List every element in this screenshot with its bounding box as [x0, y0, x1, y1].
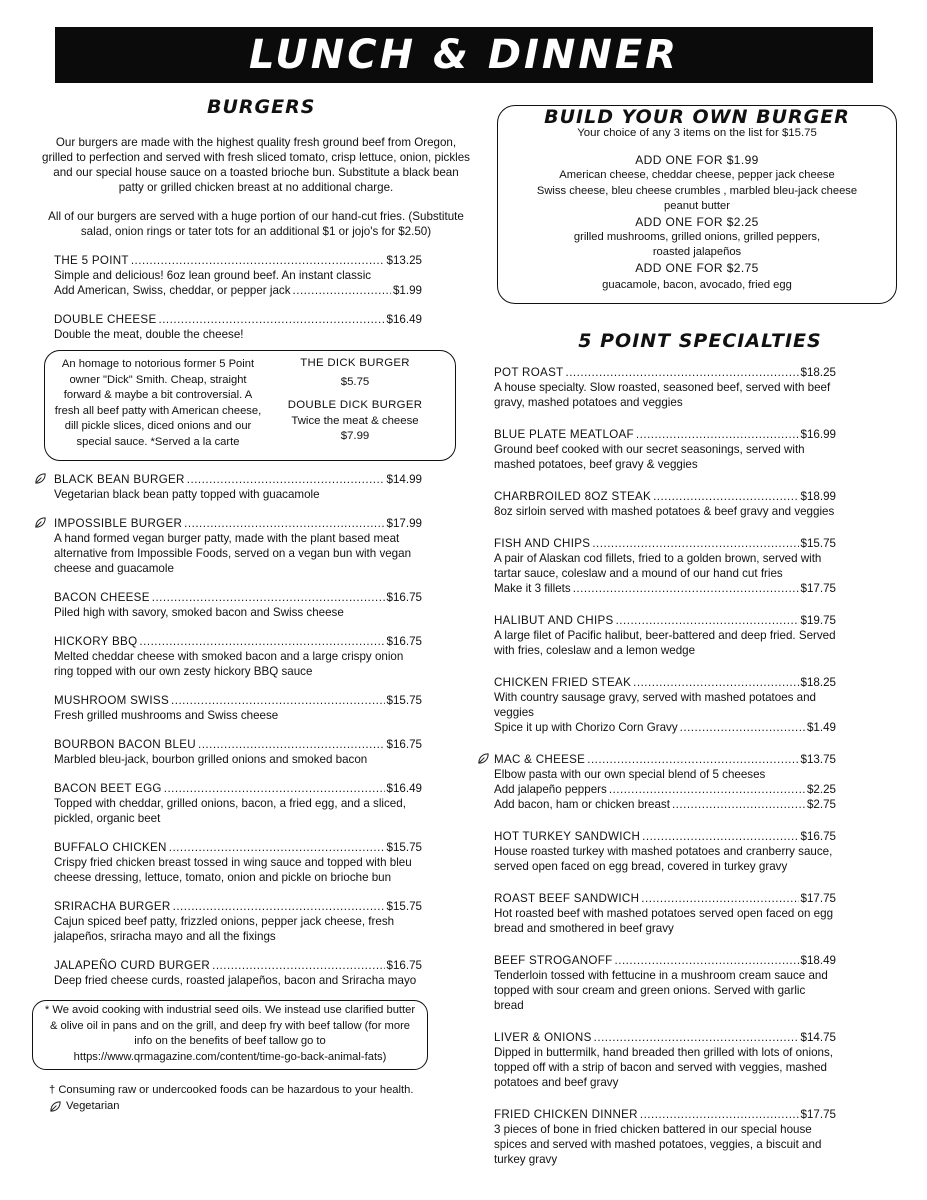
double-dick-burger-price: $7.99	[340, 430, 370, 442]
menu-item-fried-chicken-dinner	[494, 1107, 836, 1167]
menu-item-liver-and-onions	[494, 1030, 836, 1090]
menu-item-sriracha-burger	[54, 899, 422, 944]
byob-tier-options	[506, 230, 888, 261]
menu-item-mushroom-swiss	[54, 693, 422, 723]
item-extra-name: Make it 3 fillets	[494, 582, 571, 595]
item-name: BACON CHEESE	[54, 591, 150, 604]
dick-burger-box	[44, 350, 456, 461]
vegetarian-label: Vegetarian	[66, 1100, 120, 1112]
item-name: HALIBUT AND CHIPS	[494, 614, 614, 627]
item-price: $15.75	[386, 694, 422, 707]
item-price: $15.75	[800, 537, 836, 550]
menu-item-roast-beef-sandwich	[494, 891, 836, 936]
item-name: DOUBLE CHEESE	[54, 313, 157, 326]
byob-subtitle: Your choice of any 3 items on the list for $15.75	[577, 127, 817, 139]
item-desc: Melted cheddar cheese with smoked bacon and a large crispy onion ring topped with our own zesty hickory BBQ sauce	[54, 650, 404, 678]
item-name: BACON BEET EGG	[54, 782, 162, 795]
item-desc: Dipped in buttermilk, hand breaded then grilled with lots of onions, topped off with a strip of bacon and served with veggies, mashed potatoes and beef gravy	[494, 1046, 833, 1089]
burgers-intro-2: All of our burgers are served with a huge portion of our hand-cut fries. (Substitute salad, onion rings or tater tots for an additional $1 or jojo's for $2.50)	[48, 210, 464, 238]
item-desc: A hand formed vegan burger patty, made with the plant based meat alternative from Impossible Foods, served on a vegan bun with vegan cheese and guacamole	[54, 532, 412, 575]
menu-item-fish-and-chips	[494, 536, 836, 596]
item-price: $14.99	[386, 473, 422, 486]
item-desc: 8oz sirloin served with mashed potatoes & beef gravy and veggies	[494, 505, 835, 518]
byob-option-line: grilled mushrooms, grilled onions, grilled peppers,	[573, 230, 821, 243]
item-desc: Double the meat, double the cheese!	[54, 328, 244, 341]
item-desc: Crispy fried chicken breast tossed in wing sauce and topped with bleu cheese dressing, lettuce, tomato, onion and pickle on brioche bun	[54, 856, 412, 884]
item-name: ROAST BEEF SANDWICH	[494, 892, 640, 905]
menu-item-pot-roast	[494, 365, 836, 410]
item-desc: A large filet of Pacific halibut, beer-battered and deep fried. Served with fries, coleslaw and a lemon wedge	[494, 629, 836, 657]
menu-item-halibut-and-chips	[494, 613, 836, 658]
burgers-title: BURGERS	[207, 96, 316, 118]
item-extra-price: $17.75	[800, 582, 836, 595]
item-name: BEEF STROGANOFF	[494, 954, 613, 967]
burgers-intro	[40, 135, 472, 239]
item-price: $17.99	[386, 517, 422, 530]
menu-item-black-bean-burger	[54, 472, 422, 502]
byob-option-line: Swiss cheese, bleu cheese crumbles , marbled bleu-jack cheese	[536, 184, 858, 197]
item-price: $13.75	[800, 753, 836, 766]
item-price: $18.25	[800, 366, 836, 379]
item-desc: Marbled bleu-jack, bourbon grilled onions and smoked bacon	[54, 753, 368, 766]
item-extra-price: $1.99	[392, 284, 422, 297]
dick-burger-price: $5.75	[340, 375, 370, 388]
item-name: MAC & CHEESE	[494, 753, 586, 766]
byob-option-line: peanut butter	[664, 200, 730, 212]
item-desc: Tenderloin tossed with fettucine in a mushroom cream sauce and topped with sour cream and green onions. Served with garlic bread	[494, 969, 828, 1012]
item-price: $18.25	[800, 676, 836, 689]
item-desc: Vegetarian black bean patty topped with guacamole	[54, 488, 320, 501]
menu-item-beef-stroganoff	[494, 953, 836, 1013]
right-column	[490, 105, 900, 1167]
item-extra-price: $2.25	[806, 783, 836, 796]
item-desc: Fresh grilled mushrooms and Swiss cheese	[54, 709, 279, 722]
item-price: $16.49	[386, 313, 422, 326]
menu-item-impossible-burger	[54, 516, 422, 576]
menu-item-jalapeno-curd-burger	[54, 958, 422, 988]
item-price: $16.75	[386, 635, 422, 648]
item-desc: House roasted turkey with mashed potatoes and cranberry sauce, served open faced on egg bread, covered in turkey gravy	[494, 845, 833, 873]
double-dick-burger-name: DOUBLE DICK BURGER	[287, 399, 423, 411]
item-name: MUSHROOM SWISS	[54, 694, 169, 707]
item-price: $18.99	[800, 490, 836, 503]
item-name: FISH AND CHIPS	[494, 537, 591, 550]
item-name: BLACK BEAN BURGER	[54, 473, 185, 486]
build-your-own-box	[497, 105, 897, 304]
item-name: FRIED CHICKEN DINNER	[494, 1108, 638, 1121]
item-name: LIVER & ONIONS	[494, 1031, 592, 1044]
item-price: $18.49	[800, 954, 836, 967]
item-desc: With country sausage gravy, served with mashed potatoes and veggies	[494, 691, 817, 719]
byob-option-line: American cheese, cheddar cheese, pepper jack cheese	[559, 169, 835, 181]
dick-burger-prices	[263, 355, 447, 450]
menu-item-blue-plate-meatloaf	[494, 427, 836, 472]
item-price: $19.75	[800, 614, 836, 627]
double-dick-burger-desc: Twice the meat & cheese	[291, 414, 419, 427]
item-desc: Cajun spiced beef patty, frizzled onions, pepper jack cheese, fresh jalapeños, sriracha mayo and all the fixings	[54, 915, 395, 943]
item-name: POT ROAST	[494, 366, 564, 379]
item-price: $17.75	[800, 1108, 836, 1121]
byob-tier-options	[506, 278, 888, 294]
item-desc: Deep fried cheese curds, roasted jalapeños, bacon and Sriracha mayo	[54, 974, 417, 987]
item-name: HOT TURKEY SANDWICH	[494, 830, 641, 843]
menu-item-buffalo-chicken	[54, 840, 422, 885]
item-price: $16.75	[386, 591, 422, 604]
item-name: HICKORY BBQ	[54, 635, 138, 648]
dick-burger-story: An homage to notorious former 5 Point owner "Dick" Smith. Cheap, straight forward & maybe a bit controversial. A fresh all beef patty with American cheese, dill pickle slices, diced onions and our special sauce. *Served a la carte	[54, 358, 262, 448]
footnotes	[49, 1082, 472, 1114]
item-price: $17.75	[800, 892, 836, 905]
item-price: $16.99	[800, 428, 836, 441]
burgers-column	[40, 96, 472, 1114]
item-name: JALAPEÑO CURD BURGER	[54, 959, 211, 972]
leaf-icon	[34, 516, 47, 529]
item-extra-name: Add American, Swiss, cheddar, or pepper jack	[54, 284, 291, 297]
item-desc: Elbow pasta with our own special blend of 5 cheeses	[494, 768, 766, 781]
item-extra-name: Spice it up with Chorizo Corn Gravy	[494, 721, 678, 734]
page-title: LUNCH & DINNER	[249, 31, 679, 78]
item-desc: A pair of Alaskan cod fillets, fried to a golden brown, served with tartar sauce, coleslaw and a mound of our hand cut fries	[494, 552, 822, 580]
item-name: IMPOSSIBLE BURGER	[54, 517, 183, 530]
vegetarian-legend	[49, 1098, 472, 1114]
item-price: $16.75	[800, 830, 836, 843]
item-desc: Simple and delicious! 6oz lean ground beef. An instant classic	[54, 269, 372, 282]
item-desc: A house specialty. Slow roasted, seasoned beef, served with beef gravy, mashed potatoes and veggies	[494, 381, 831, 409]
dick-burger-name: THE DICK BURGER	[300, 357, 410, 369]
item-extra-price: $1.49	[806, 721, 836, 734]
menu-item-chicken-fried-steak	[494, 675, 836, 735]
menu-item-the-5-point	[54, 253, 422, 298]
menu-item-bacon-beet-egg	[54, 781, 422, 826]
item-desc: 3 pieces of bone in fried chicken battered in our special house spices and served with mashed potatoes, veggies, a biscuit and turkey gravy	[494, 1123, 822, 1166]
item-desc: Piled high with savory, smoked bacon and Swiss cheese	[54, 606, 344, 619]
leaf-icon	[49, 1100, 62, 1113]
byob-tier-label: ADD ONE FOR $1.99	[635, 153, 759, 167]
menu-item-bacon-cheese	[54, 590, 422, 620]
menu-item-hot-turkey-sandwich	[494, 829, 836, 874]
item-desc: Hot roasted beef with mashed potatoes served open faced on egg bread and smothered in beef gravy	[494, 907, 834, 935]
item-name: BLUE PLATE MEATLOAF	[494, 428, 634, 441]
byob-option-line: guacamole, bacon, avocado, fried egg	[602, 278, 792, 291]
byob-tier-label: ADD ONE FOR $2.75	[635, 260, 759, 275]
item-price: $13.25	[386, 254, 422, 267]
burgers-intro-1: Our burgers are made with the highest quality fresh ground beef from Oregon, grilled to perfection and served with fresh sliced tomato, crisp lettuce, onion, pickles and our special house sauce on a toasted brioche bun. Substitute a black bean patty or grilled chicken breast at no additional charge.	[42, 136, 470, 194]
byob-tier-label: ADD ONE FOR $2.25	[635, 214, 759, 229]
item-name: SRIRACHA BURGER	[54, 900, 171, 913]
menu-item-hickory-bbq	[54, 634, 422, 679]
leaf-icon	[34, 472, 47, 485]
byob-tier-options	[506, 168, 888, 215]
item-price: $15.75	[386, 841, 422, 854]
item-price: $16.49	[386, 782, 422, 795]
item-extra-name: Add bacon, ham or chicken breast	[494, 798, 670, 811]
raw-food-warning: † Consuming raw or undercooked foods can be hazardous to your health.	[49, 1084, 414, 1096]
item-price: $15.75	[386, 900, 422, 913]
item-price: $14.75	[800, 1031, 836, 1044]
item-name: CHICKEN FRIED STEAK	[494, 676, 632, 689]
menu-item-charbroiled-steak	[494, 489, 836, 519]
menu-item-double-cheese	[54, 312, 422, 342]
seed-oil-note: * We avoid cooking with industrial seed oils. We instead use clarified butter & olive oil in pans and on the grill, and deep fry with beef tallow (for more info on the benefits of beef tallow go to https://www.qrmagazine.com/content/time-go-back-animal-fats)	[32, 1000, 428, 1070]
byob-option-line: roasted jalapeños	[652, 246, 742, 258]
item-name: CHARBROILED 8OZ STEAK	[494, 490, 652, 503]
leaf-icon	[477, 752, 490, 765]
item-extra-name: Add jalapeño peppers	[494, 783, 607, 796]
item-extra-price: $2.75	[806, 798, 836, 811]
menu-item-bourbon-bacon-bleu	[54, 737, 422, 767]
item-name: THE 5 POINT	[54, 254, 129, 267]
item-desc: Topped with cheddar, grilled onions, bacon, a fried egg, and a sliced, pickled, organic beet	[54, 797, 406, 825]
menu-item-mac-and-cheese	[494, 752, 836, 812]
item-price: $16.75	[386, 959, 422, 972]
item-name: BOURBON BACON BLEU	[54, 738, 196, 751]
byob-title: BUILD YOUR OWN BURGER	[544, 106, 850, 128]
item-price: $16.75	[386, 738, 422, 751]
page-banner	[55, 27, 873, 83]
item-name: BUFFALO CHICKEN	[54, 841, 167, 854]
item-desc: Ground beef cooked with our secret seasonings, served with mashed potatoes, beef gravy & veggies	[494, 443, 805, 471]
specialties-title: 5 POINT SPECIALTIES	[578, 330, 822, 352]
